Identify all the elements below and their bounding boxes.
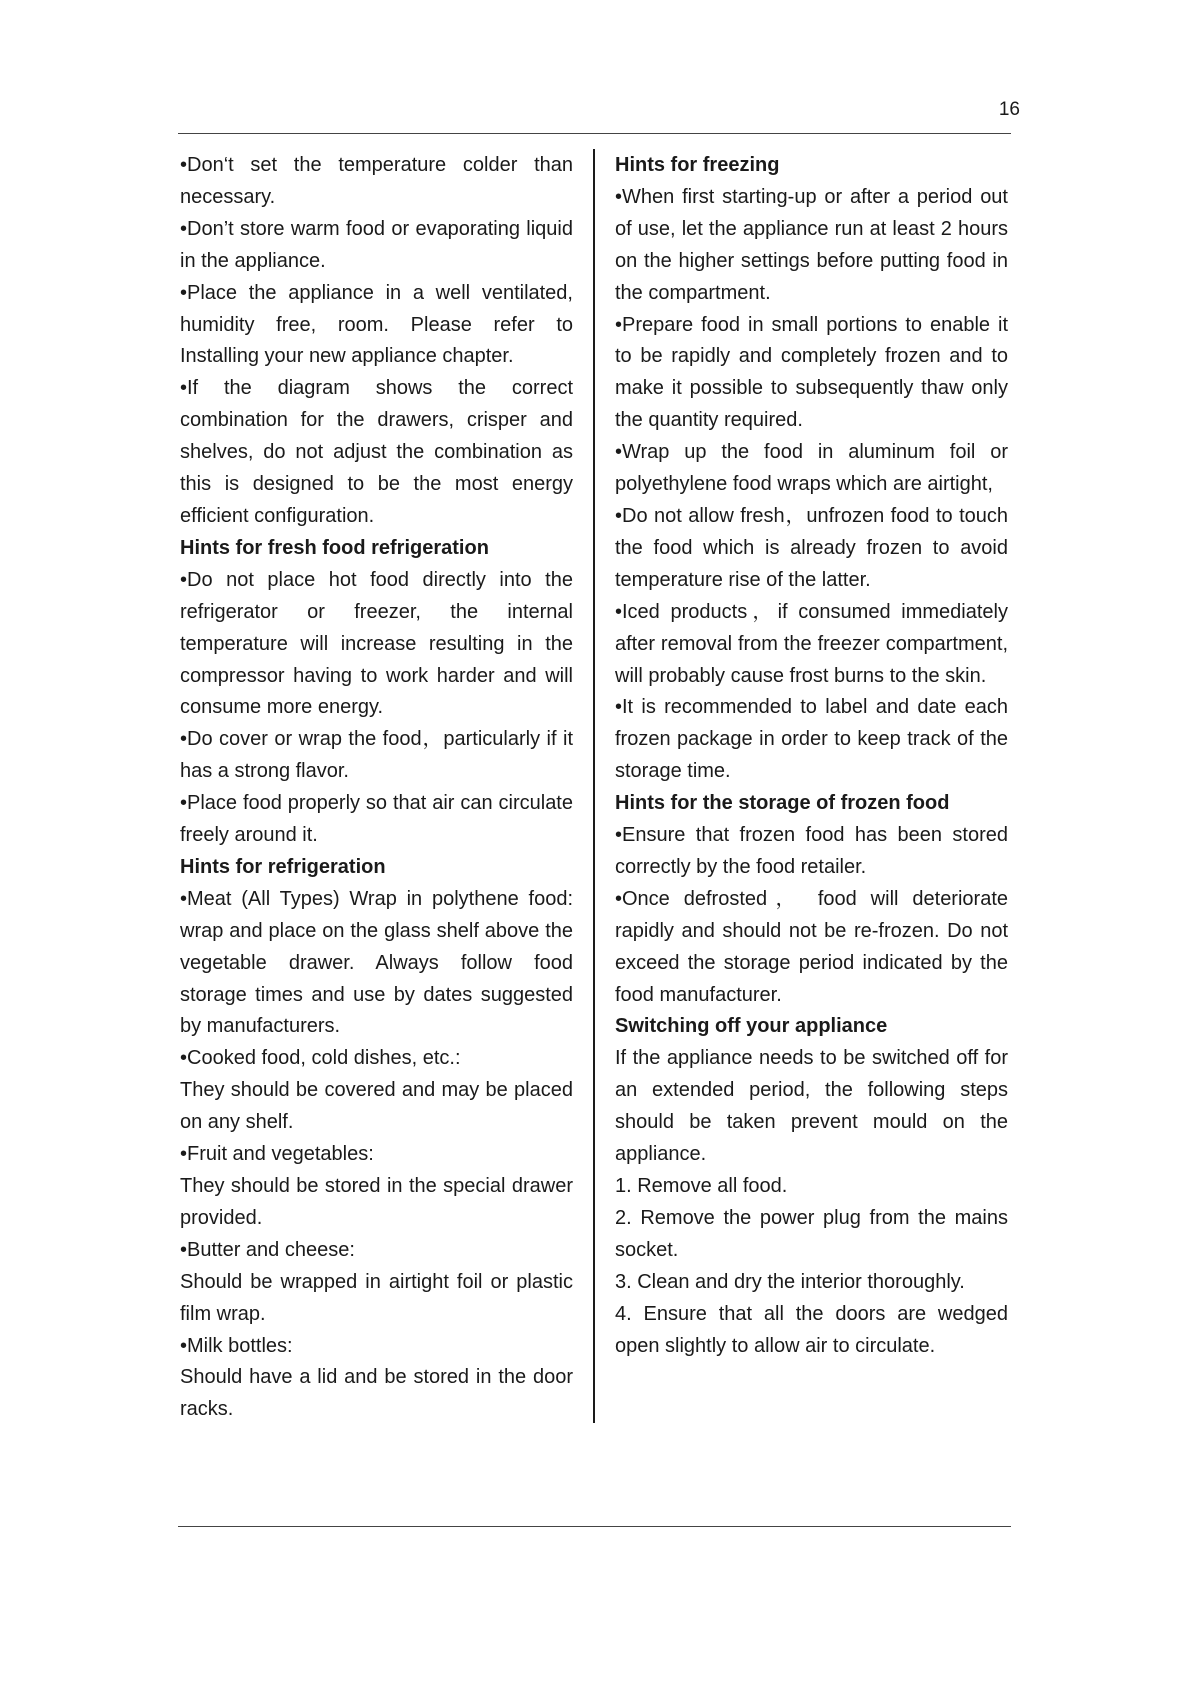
heading-switching-off: Switching off your appliance — [615, 1015, 888, 1038]
paragraph-warm-food: •Don’t store warm food or evaporating liquid in the appliance. — [180, 217, 573, 272]
header-rule — [178, 133, 1011, 134]
page-number: 16 — [998, 99, 1020, 120]
paragraph-defrosted: •Once defrosted， food will deteriorate rapidly and should not be re-frozen. Do not exceed the storage period indicated by the food manufacturer. — [615, 887, 1008, 1006]
paragraph-meat: •Meat (All Types) Wrap in polythene food: wrap and place on the glass shelf above the vegetable drawer. Always follow food storage times and use by dates suggested by manufacturers. — [180, 887, 573, 1038]
paragraph-ventilation: •Place the appliance in a well ventilated, humidity free, room. Please refer to Installing your new appliance chapter. — [180, 281, 573, 368]
paragraph-cooked-food: They should be covered and may be placed on any shelf. — [180, 1079, 573, 1134]
footer-rule — [178, 1526, 1011, 1527]
paragraph-milk-bottles: Should have a lid and be stored in the door racks. — [180, 1366, 573, 1421]
step-remove-food: 1. Remove all food. — [615, 1175, 788, 1197]
paragraph-first-start: •When first starting-up or after a period out of use, let the appliance run at least 2 hours on the higher settings before putting food in the compartment. — [615, 185, 1008, 304]
paragraph-retailer: •Ensure that frozen food has been stored correctly by the food retailer. — [615, 824, 1008, 878]
paragraph-label-date: •It is recommended to label and date each frozen package in order to keep track of the storage time. — [615, 696, 1008, 783]
column-divider — [593, 149, 595, 1423]
paragraph-drawer-combination: •If the diagram shows the correct combination for the drawers, crisper and shelves, do not adjust the combination as this is designed to be the most energy efficient configuration. — [180, 377, 573, 527]
paragraph-hot-food: •Do not place hot food directly into the refrigerator or freezer, the internal temperature will increase resulting in the compressor having to work harder and will consume more energy. — [180, 568, 573, 719]
paragraph-iced-products: •Iced products，if consumed immediately after removal from the freezer compartment, will probably cause frost burns to the skin. — [615, 600, 1008, 687]
item-fruit-vegetables: •Fruit and vegetables: — [180, 1143, 374, 1166]
step-clean-interior: 3. Clean and dry the interior thoroughly. — [615, 1270, 965, 1293]
left-column — [180, 150, 573, 1426]
paragraph-small-portions: •Prepare food in small portions to enable it to be rapidly and completely frozen and to make it possible to subsequently thaw only the quantity required. — [615, 313, 1008, 432]
item-cooked-food: •Cooked food, cold dishes, etc.: — [180, 1047, 461, 1070]
heading-fresh-food-refrigeration: Hints for fresh food refrigeration — [180, 536, 489, 559]
paragraph-cover-food: •Do cover or wrap the food，particularly if it has a strong flavor. — [180, 728, 573, 783]
paragraph-fruit-vegetables: They should be stored in the special drawer provided. — [180, 1175, 573, 1229]
paragraph-air-circulation: •Place food properly so that air can circulate freely around it. — [180, 792, 573, 847]
paragraph-switch-off-intro: If the appliance needs to be switched off for an extended period, the following steps should be taken prevent mould on the appliance. — [615, 1047, 1008, 1166]
step-wedge-doors: 4. Ensure that all the doors are wedged open slightly to allow air to circulate. — [615, 1302, 1008, 1357]
paragraph-butter-cheese: Should be wrapped in airtight foil or plastic film wrap. — [180, 1270, 573, 1325]
heading-freezing: Hints for freezing — [615, 154, 780, 176]
heading-frozen-storage: Hints for the storage of frozen food — [615, 792, 950, 815]
paragraph-temperature: •Don‘t set the temperature colder than necessary. — [180, 154, 573, 208]
paragraph-fresh-unfrozen: •Do not allow fresh，unfrozen food to touch the food which is already frozen to avoid temperature rise of the latter. — [615, 504, 1008, 591]
right-column — [615, 150, 1008, 1362]
heading-refrigeration: Hints for refrigeration — [180, 855, 386, 878]
item-butter-cheese: •Butter and cheese: — [180, 1238, 355, 1261]
paragraph-wrap-food: •Wrap up the food in aluminum foil or polyethylene food wraps which are airtight, — [615, 441, 1008, 496]
item-milk-bottles: •Milk bottles: — [180, 1334, 293, 1357]
step-remove-plug: 2. Remove the power plug from the mains socket. — [615, 1206, 1008, 1261]
